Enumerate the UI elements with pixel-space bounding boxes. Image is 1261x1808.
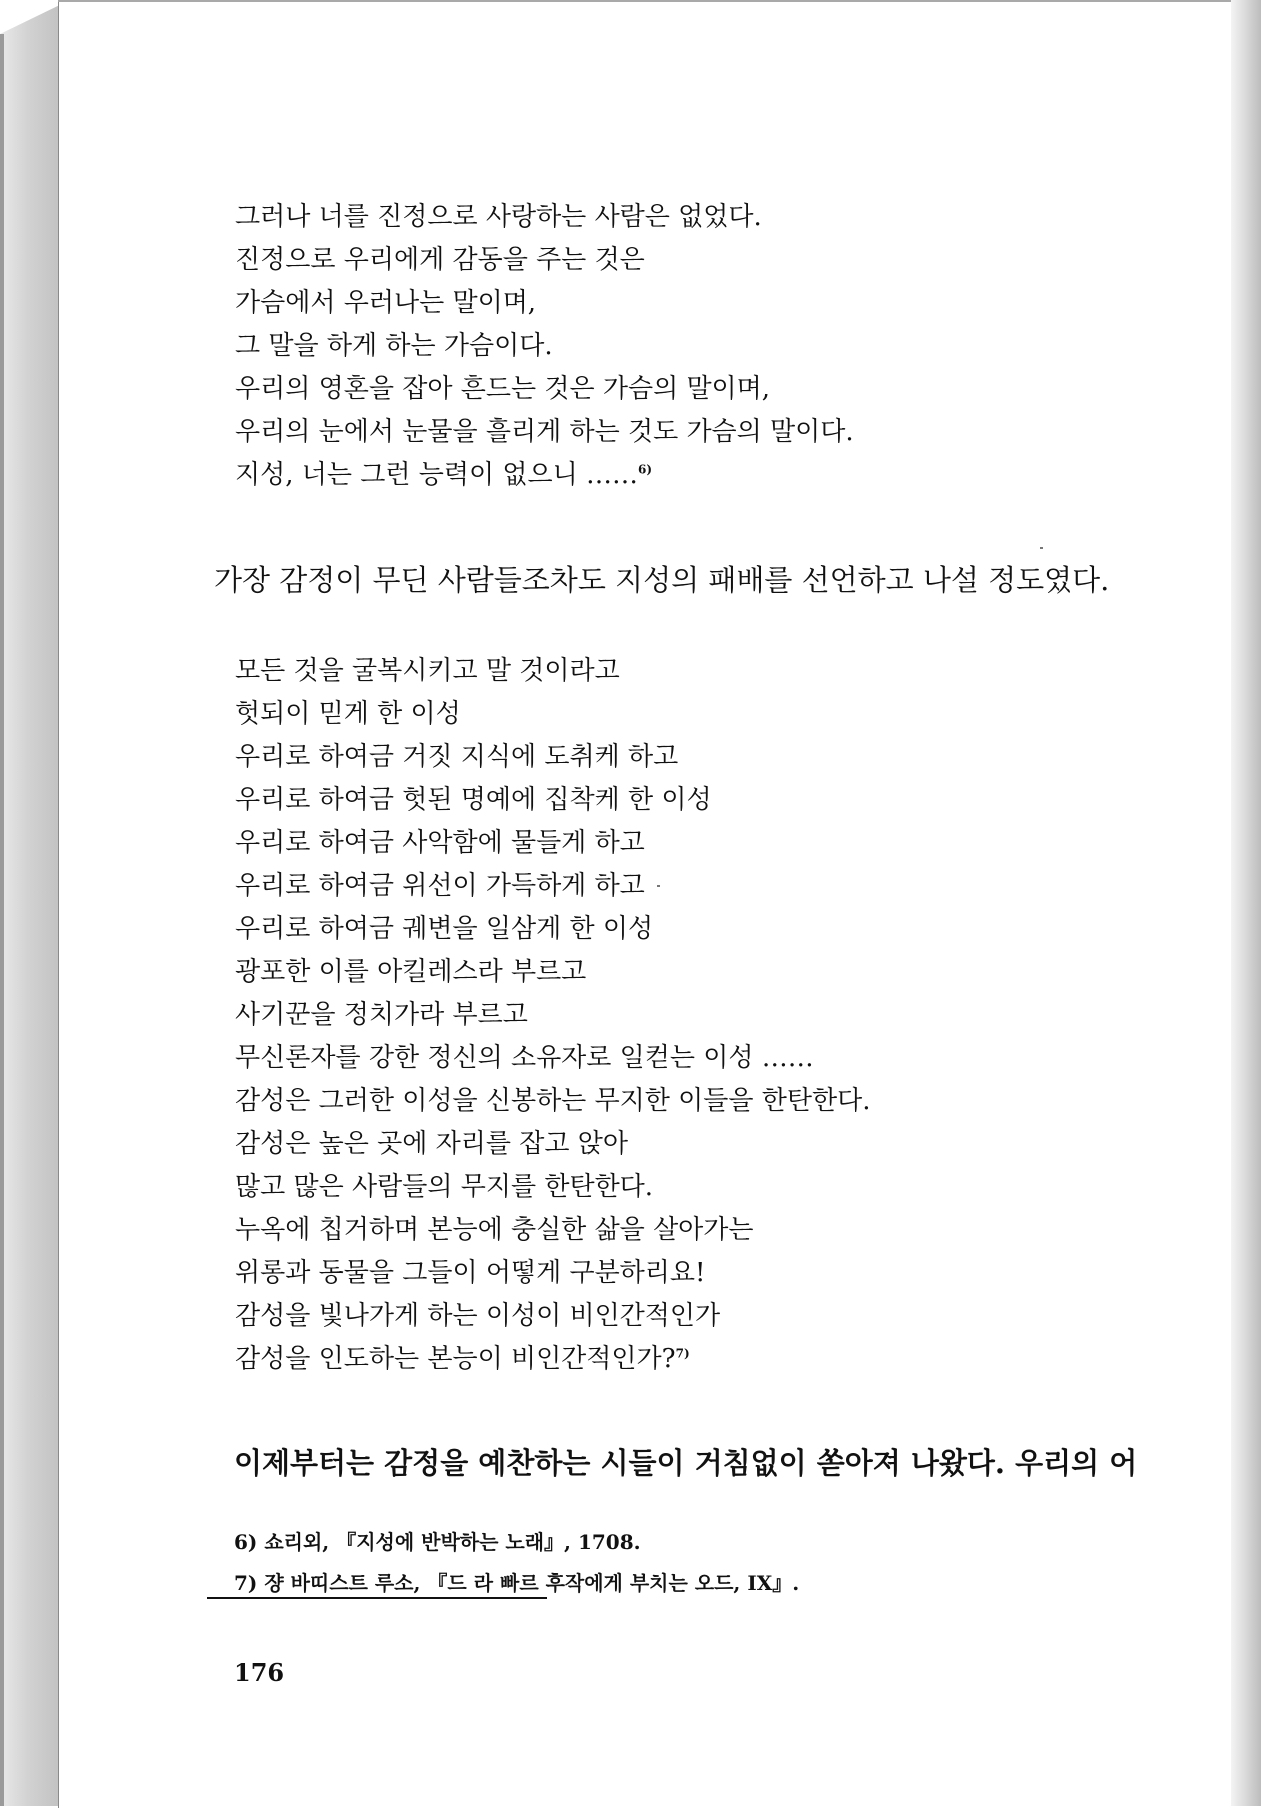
poem-line: 우리의 눈에서 눈물을 흘리게 하는 것도 가슴의 말이다. — [235, 417, 854, 447]
poem-line: 감성은 높은 곳에 자리를 잡고 앉아 — [235, 1129, 628, 1159]
scan-speck — [657, 885, 660, 887]
footnote-ref-7: 7) — [675, 1346, 690, 1361]
book-spine-edge — [0, 34, 4, 1806]
footnote-7: 7) 쟝 바띠스트 루소, 『드 라 빠르 후작에게 부치는 오드, IX』. — [234, 1571, 800, 1595]
poem-line: 무신론자를 강한 정신의 소유자로 일컫는 이성 …… — [235, 1043, 814, 1073]
poem-line — [235, 454, 652, 491]
poem-line: 우리로 하여금 거짓 지식에 도취케 하고 — [235, 742, 679, 772]
poem-line: 진정으로 우리에게 감동을 주는 것은 — [235, 245, 645, 275]
poem-line: 우리로 하여금 사악함에 물들게 하고 — [235, 828, 645, 858]
poem-line: 그러나 너를 진정으로 사랑하는 사람은 없었다. — [235, 202, 762, 232]
poem-line: 누옥에 칩거하며 본능에 충실한 삶을 살아가는 — [235, 1215, 754, 1245]
footnote-6: 6) 쇼리외, 『지성에 반박하는 노래』, 1708. — [234, 1530, 641, 1554]
book-page-right-edge — [1231, 0, 1261, 1806]
footnote-rule — [207, 1597, 547, 1599]
poem-line: 가슴에서 우러나는 말이며, — [235, 288, 537, 318]
page-number: 176 — [234, 1658, 285, 1687]
poem-line: 그 말을 하게 하는 가슴이다. — [235, 331, 553, 361]
poem-line-text: 감성을 인도하는 본능이 비인간적인가? — [235, 1344, 676, 1374]
poem-line: 헛되이 믿게 한 이성 — [235, 699, 461, 729]
poem-line-text: 지성, 너는 그런 능력이 없으니 …… — [235, 460, 638, 490]
poem-line: 감성을 빛나가게 하는 이성이 비인간적인가 — [235, 1301, 721, 1331]
poem-line: 모든 것을 굴복시키고 말 것이라고 — [235, 656, 620, 686]
prose-paragraph-1: 가장 감정이 무딘 사람들조차도 지성의 패배를 선언하고 나설 정도였다. — [214, 563, 1110, 597]
prose-paragraph-2: 이제부터는 감정을 예찬하는 시들이 거침없이 쏟아져 나왔다. 우리의 어 — [234, 1446, 1138, 1480]
poem-line: 감성은 그러한 이성을 신봉하는 무지한 이들을 한탄한다. — [235, 1086, 871, 1116]
poem-line: 우리로 하여금 헛된 명예에 집착케 한 이성 — [235, 785, 712, 815]
poem-line: 우리의 영혼을 잡아 흔드는 것은 가슴의 말이며, — [235, 374, 771, 404]
scan-speck — [1040, 547, 1043, 549]
poem-line: 광포한 이를 아킬레스라 부르고 — [235, 957, 587, 987]
poem-line: 우리로 하여금 궤변을 일삼게 한 이성 — [235, 914, 654, 944]
poem-line — [235, 1338, 690, 1375]
poem-line: 사기꾼을 정치가라 부르고 — [235, 1000, 528, 1030]
footnote-ref-6: 6) — [637, 462, 653, 477]
poem-line: 많고 많은 사람들의 무지를 한탄한다. — [235, 1172, 654, 1202]
poem-line: 우리로 하여금 위선이 가득하게 하고 — [235, 871, 645, 901]
poem-line: 위롱과 동물을 그들이 어떻게 구분하리요! — [235, 1258, 706, 1288]
